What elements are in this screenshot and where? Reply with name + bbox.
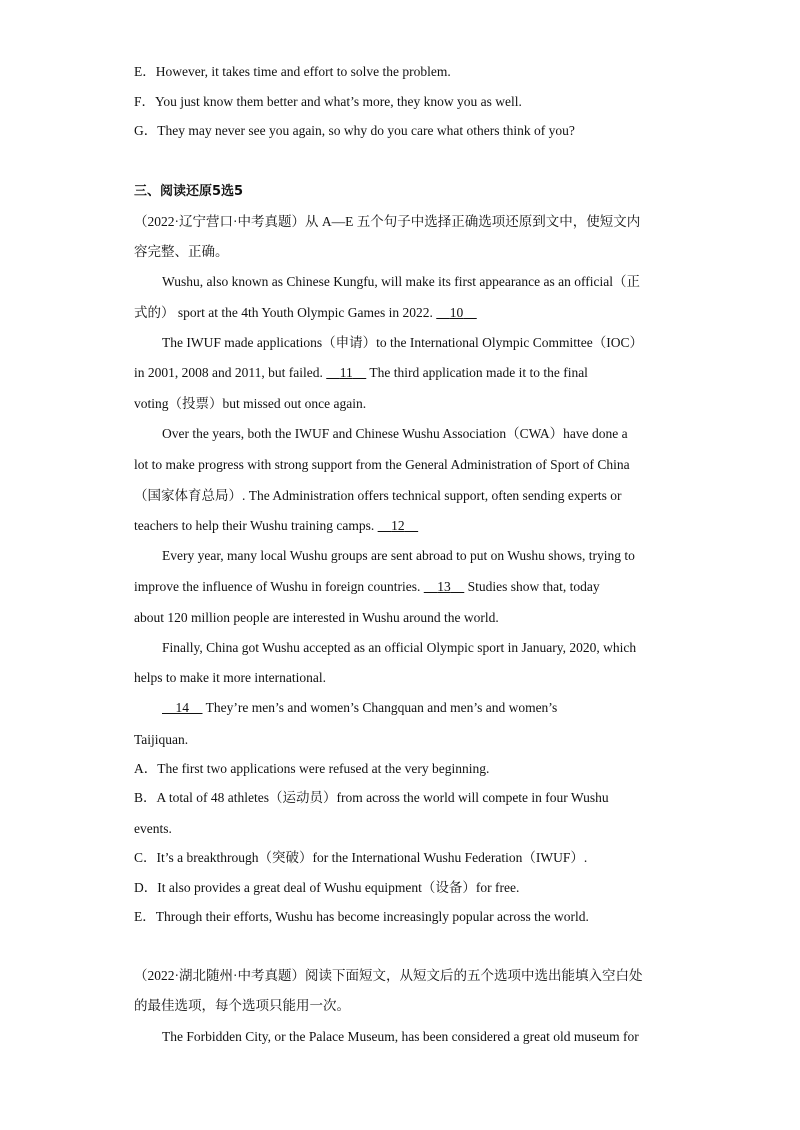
blank-10: 10 (449, 305, 464, 320)
passage1-paragraph5-line2: helps to make it more international. (134, 670, 326, 685)
passage1-paragraph1-line1: Wushu, also known as Chinese Kungfu, will make its first appearance as an official（正 (162, 274, 640, 289)
option-b-line1: B．A total of 48 athletes（运动员）from across the world will compete in four Wushu (134, 790, 609, 805)
blank-12: 12 (391, 518, 405, 533)
passage1-paragraph4-line1: Every year, many local Wushu groups are sent abroad to put on Wushu shows, trying to (162, 548, 635, 563)
paragraph4-text-a: improve the influence of Wushu in foreign countries. (134, 579, 421, 594)
task1-instruction-line2: 容完整、正确。 (134, 244, 229, 259)
passage1-paragraph1-line2 (134, 304, 477, 322)
passage1-paragraph2-line2 (134, 364, 588, 382)
task1-instruction-line1: （2022·辽宁营口·中考真题）从 A—E 五个句子中选择正确选项还原到文中，使短文内 (134, 214, 641, 229)
paragraph3-text: teachers to help their Wushu training camps. (134, 518, 375, 533)
paragraph2-text-a: in 2001, 2008 and 2011, but failed. (134, 365, 323, 380)
blank-13: 13 (437, 579, 451, 594)
passage1-paragraph3-line1: Over the years, both the IWUF and Chinese Wushu Association（CWA）have done a (162, 426, 628, 441)
prev-option-f: F．You just know them better and what’s more, they know you as well. (134, 94, 522, 109)
option-d: D．It also provides a great deal of Wushu equipment（设备）for free. (134, 880, 520, 895)
passage1-paragraph4-line2 (134, 578, 600, 596)
option-b-line2: events. (134, 821, 172, 836)
passage1-paragraph3-line4 (134, 517, 418, 535)
paragraph4-text-b: Studies show that, today (467, 579, 600, 594)
passage1-paragraph3-line3: （国家体育总局）. The Administration offers technical support, often sending experts or (134, 488, 622, 503)
prev-option-g: G．They may never see you again, so why do you care what others think of you? (134, 123, 575, 138)
option-e: E．Through their efforts, Wushu has become increasingly popular across the world. (134, 909, 589, 924)
paragraph1-text: 式的） sport at the 4th Youth Olympic Games in 2022. (134, 305, 433, 320)
passage1-paragraph6-line1 (162, 699, 557, 717)
blank-14: 14 (175, 700, 189, 715)
section-heading: 三、阅读还原5选5 (134, 184, 244, 199)
prev-option-e: E．However, it takes time and effort to solve the problem. (134, 64, 451, 79)
paragraph2-text-b: The third application made it to the final (369, 365, 588, 380)
passage1-paragraph5-line1: Finally, China got Wushu accepted as an official Olympic sport in January, 2020, which (162, 640, 637, 655)
passage1-paragraph6-line2: Taijiquan. (134, 732, 189, 747)
task2-instruction-line1: （2022·湖北随州·中考真题）阅读下面短文，从短文后的五个选项中选出能填入空白处 (134, 968, 643, 983)
paragraph6-text: They’re men’s and women’s Changquan and men’s and women’s (205, 700, 558, 715)
passage1-paragraph2-line1: The IWUF made applications（申请）to the International Olympic Committee（IOC） (162, 335, 644, 350)
task2-instruction-line2: 的最佳选项，每个选项只能用一次。 (134, 998, 350, 1013)
option-a: A．The first two applications were refused at the very beginning. (134, 761, 490, 776)
option-c: C．It’s a breakthrough（突破）for the International Wushu Federation（IWUF）. (134, 850, 588, 865)
passage2-paragraph1-line1: The Forbidden City, or the Palace Museum, has been considered a great old museum for (162, 1029, 639, 1044)
passage1-paragraph4-line3: about 120 million people are interested in Wushu around the world. (134, 610, 499, 625)
passage1-paragraph2-line3: voting（投票）but missed out once again. (134, 396, 367, 411)
blank-11: 11 (339, 365, 353, 380)
passage1-paragraph3-line2: lot to make progress with strong support from the General Administration of Sport of China (134, 457, 630, 472)
